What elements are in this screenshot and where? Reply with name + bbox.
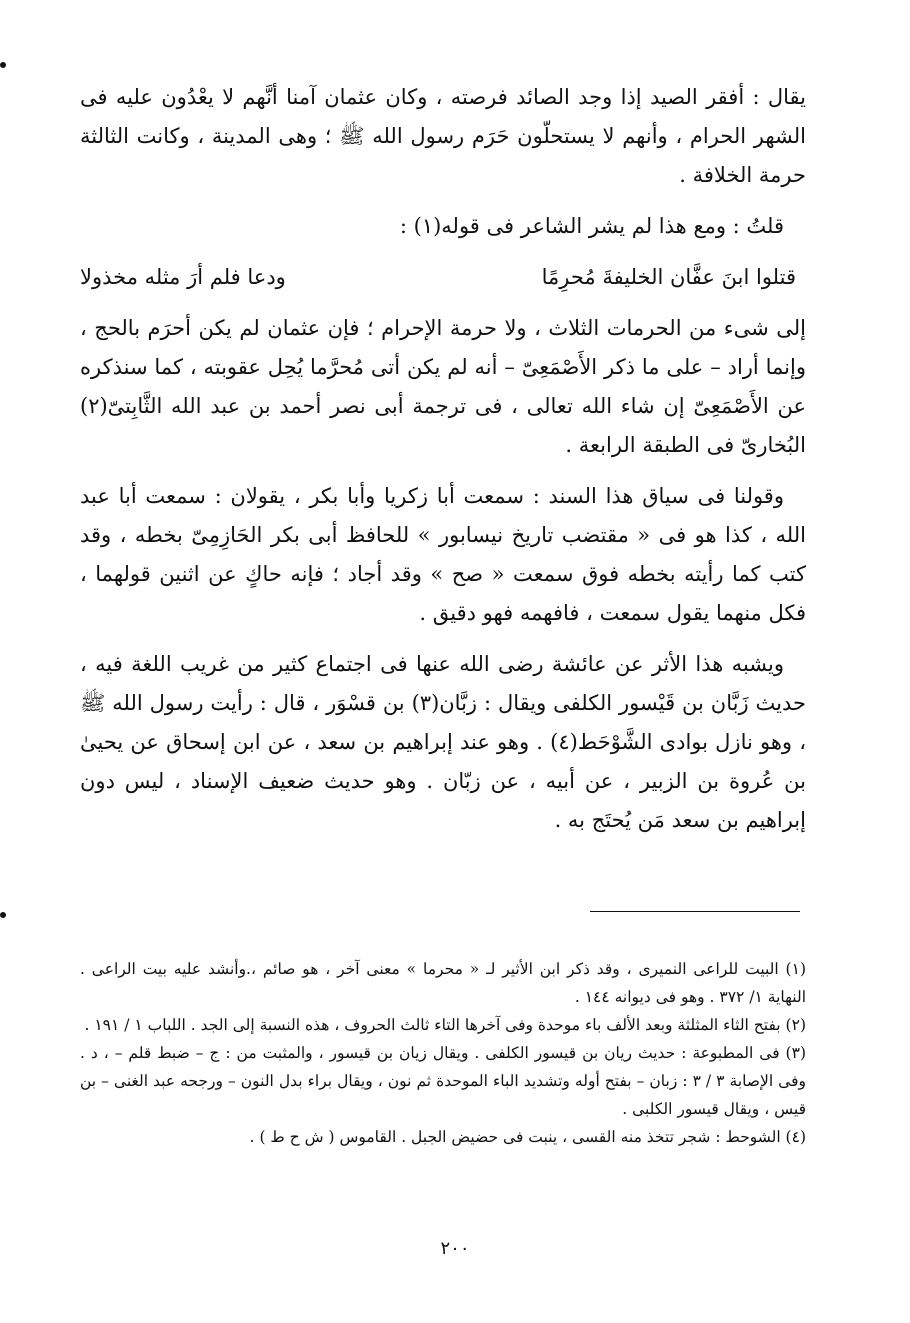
main-text xyxy=(80,78,806,852)
margin-mark xyxy=(0,62,6,68)
footnote-separator xyxy=(590,911,800,912)
paragraph: قلتُ : ومع هذا لم يشر الشاعر فى قوله(١) : xyxy=(399,214,784,238)
page-number: ٢٠٠ xyxy=(440,1238,470,1259)
verse-hemistich-first: قتلوا ابنَ عفَّان الخليفةَ مُحرِمًا xyxy=(541,265,796,289)
paragraph: وقولنا فى سياق هذا السند : سمعت أبا زكريا وأبا بكر ، يقولان : سمعت أبا عبد الله ، كذا هو فى « مقتضب تاريخ نيسابور » للحافظ أبى بكر الحَازِمِىّ بخطه ، وقد كتب كما رأيته بخطه فوق سمعت « صح » وقد أجاد ؛ فإنه حاكٍ عن اثنين قولهما ، فكل منهما يقول سمعت ، فافهمه فهو دقيق . xyxy=(80,484,806,625)
poetry-verse xyxy=(80,258,806,297)
footnote: (٣) فى المطبوعة : حديث ريان بن قيسور الكلفى . ويقال زيان بن قيسور ، والمثبت من : ج – ضبط قلم – ، د . وفى الإصابة ٣ / ٣ : زبان – بفتح أوله وتشديد الباء الموحدة ثم نون ، ويقال براء بدل النون – ورجحه عبد الغنى – بن قيس ، ويقال قيسور الكلبى . xyxy=(80,1044,806,1118)
margin-mark xyxy=(0,912,6,918)
paragraph: ويشبه هذا الأثر عن عائشة رضى الله عنها فى اجتماع كثير من غريب اللغة فيه ، حديث زَبَّان بن قَيْسور الكلفى ويقال : زبَّان(٣) بن قسْوَر ، قال : رأيت رسول الله ﷺ ، وهو نازل بوادى الشَّوْحَط(٤) . وهو عند إبراهيم بن سعد ، عن ابن إسحاق عن يحيىٰ بن عُروة بن الزبير ، عن أبيه ، عن زبّان . وهو حديث ضعيف الإسناد ، ليس دون إبراهيم بن سعد مَن يُحتَج به . xyxy=(80,652,806,832)
footnote: (١) البيت للراعى النميرى ، وقد ذكر ابن الأثير لـ « محرما » معنى آخر ، هو صائم ،.وأنشد عليه بيت الراعى . النهاية ١/ ٣٧٢ . وهو فى ديوانه ١٤٤ . xyxy=(80,960,806,1006)
verse-hemistich-second: ودعا فلم أرَ مثله مخذولا xyxy=(80,265,286,289)
paragraph: يقال : أفقر الصيد إذا وجد الصائد فرصته ، وكان عثمان آمنا أنَّهم لا يعْدُون عليه فى الشهر الحرام ، وأنهم لا يستحلّون حَرَم رسول الله ﷺ ؛ وهى المدينة ، وكانت الثالثة حرمة الخلافة . xyxy=(80,85,806,187)
footnotes xyxy=(80,955,806,1151)
footnote: (٢) بفتح الثاء المثلثة وبعد الألف باء موحدة وفى آخرها التاء ثالث الحروف ، هذه النسبة إلى الجد . اللباب ١ / ١٩١ . xyxy=(84,1016,806,1034)
paragraph: إلى شىء من الحرمات الثلاث ، ولا حرمة الإحرام ؛ فإن عثمان لم يكن أحرَم بالحج ، وإنما أراد – على ما ذكر الأَصْمَعِىّ – أنه لم يكن أتى مُحرَّما يُحِل عقوبته ، كما سنذكره عن الأَصْمَعِىّ إن شاء الله تعالى ، فى ترجمة أبى نصر أحمد بن عبد الله الثَّابِتىّ(٢) البُخارىّ فى الطبقة الرابعة . xyxy=(80,316,806,457)
footnote: (٤) الشوحط : شجر تتخذ منه القسى ، ينبت فى حضيض الجبل . القاموس ( ش ح ط ) . xyxy=(249,1128,806,1146)
